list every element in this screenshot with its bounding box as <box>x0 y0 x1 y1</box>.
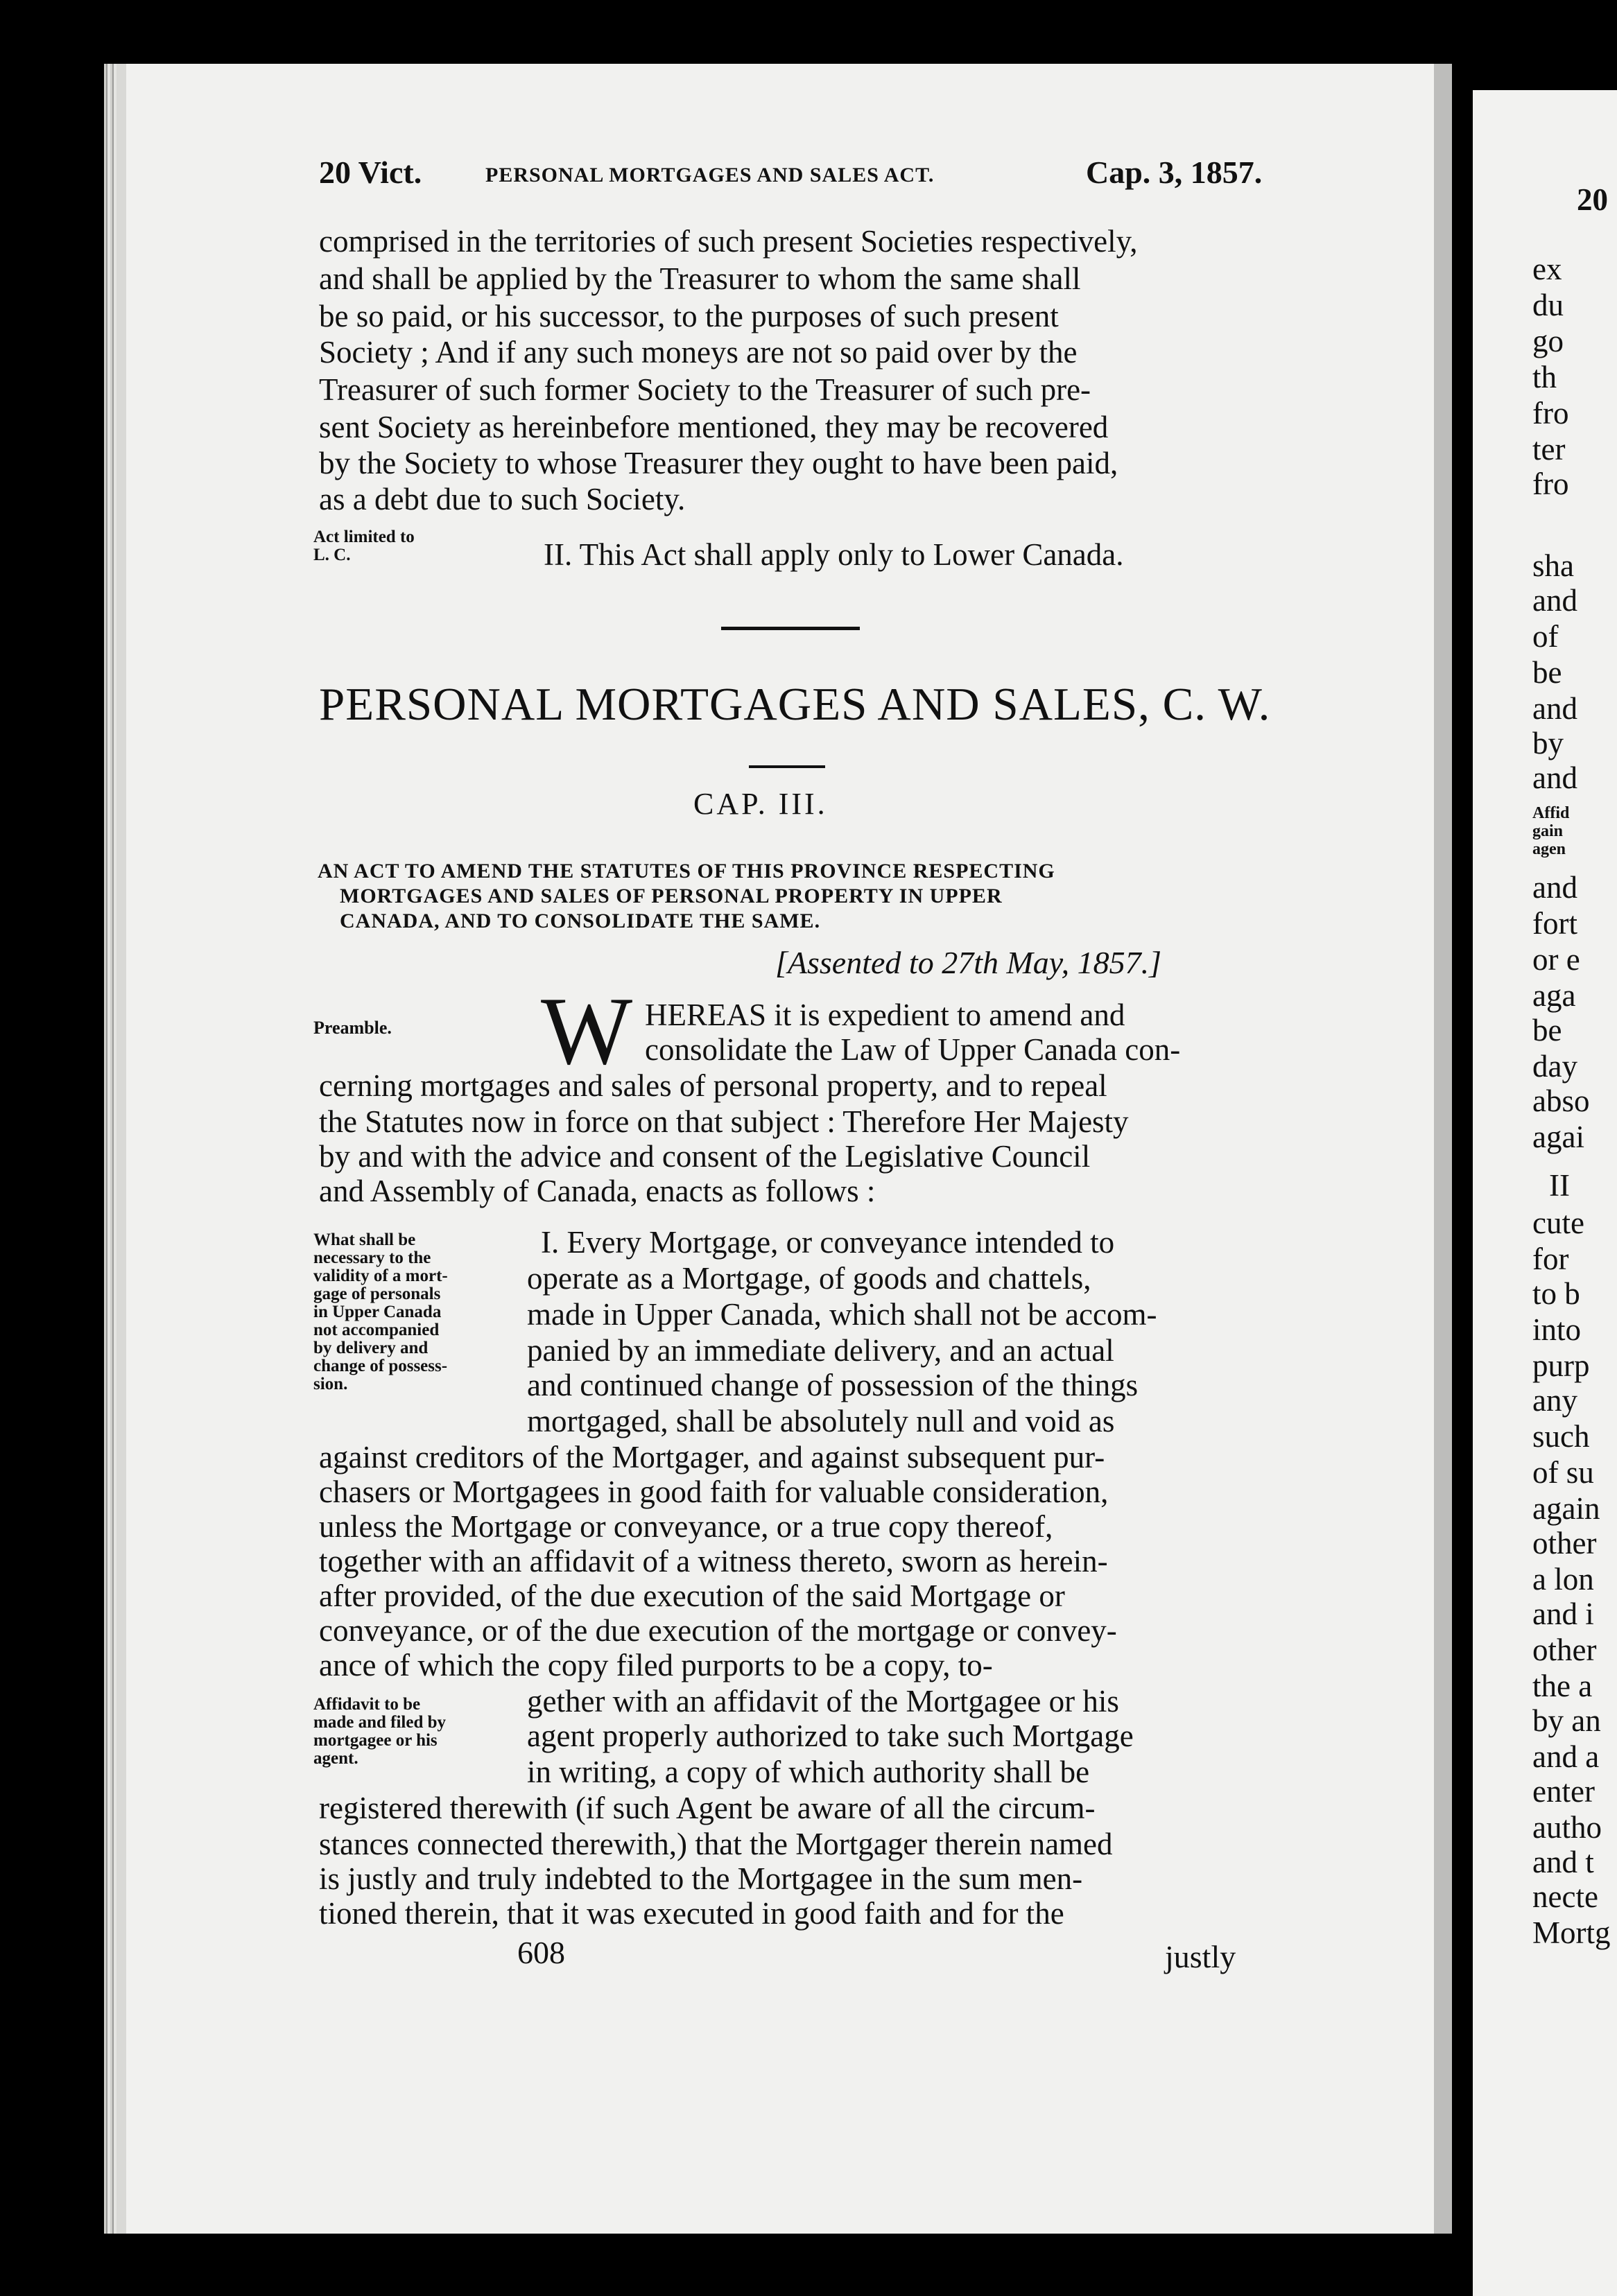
margin-note-validity: change of possess- <box>313 1357 448 1375</box>
next-page-margin-note: gain <box>1532 822 1564 840</box>
next-page-line: to b <box>1532 1276 1580 1311</box>
next-page-line: be <box>1532 1013 1562 1047</box>
page-number: 608 <box>517 1935 565 1970</box>
prev-act-line: be so paid, or his successor, to the purposes of such present <box>319 299 1059 333</box>
margin-note-validity: necessary to the <box>313 1249 431 1267</box>
section-i-line: is justly and truly indebted to the Mortgagee in the sum men- <box>319 1861 1083 1896</box>
title-rule <box>749 765 825 768</box>
section-i-line: stances connected therewith,) that the Mortgager therein named <box>319 1827 1113 1861</box>
preamble-line: by and with the advice and consent of the Legislative Council <box>319 1139 1091 1174</box>
section-i-line: after provided, of the due execution of the said Mortgage or <box>319 1578 1065 1613</box>
section-i-line: gether with an affidavit of the Mortgagee or his <box>527 1684 1119 1719</box>
prev-act-line: sent Society as hereinbefore mentioned, they may be recovered <box>319 410 1109 444</box>
next-page-line: purp <box>1532 1348 1590 1383</box>
next-page-line: into <box>1532 1312 1582 1347</box>
margin-note-validity: validity of a mort- <box>313 1267 448 1285</box>
section-i-line: conveyance, or of the due execution of the mortgage or convey- <box>319 1613 1117 1648</box>
act-long-title: MORTGAGES AND SALES OF PERSONAL PROPERTY IN UPPER <box>340 885 1003 907</box>
margin-note-validity: sion. <box>313 1375 348 1393</box>
margin-note-affidavit: made and filed by <box>313 1713 447 1732</box>
prev-act-line: and shall be applied by the Treasurer to whom the same shall <box>319 261 1081 296</box>
section-i-line: operate as a Mortgage, of goods and chattels, <box>527 1261 1091 1296</box>
next-page-line: and <box>1532 691 1577 726</box>
next-page-fragment <box>1473 90 1617 2296</box>
margin-note-validity: by delivery and <box>313 1339 429 1357</box>
section-i-line: made in Upper Canada, which shall not be accom- <box>527 1297 1157 1332</box>
margin-note-validity: gage of personals <box>313 1285 441 1303</box>
next-page-line: ex <box>1532 252 1562 286</box>
preamble-line: and Assembly of Canada, enacts as follows : <box>319 1174 876 1208</box>
header-chapter: Cap. 3, 1857. <box>1086 155 1263 190</box>
next-page-line: abso <box>1532 1084 1590 1118</box>
section-i-line: panied by an immediate delivery, and an actual <box>527 1333 1114 1368</box>
margin-note-affidavit: Affidavit to be <box>313 1695 421 1714</box>
next-page-line: II <box>1549 1168 1570 1203</box>
next-page-line: other <box>1532 1633 1597 1667</box>
next-page-line: aga <box>1532 978 1576 1013</box>
next-page-line: fort <box>1532 906 1577 941</box>
section-i-line: tioned therein, that it was executed in good faith and for the <box>319 1896 1064 1931</box>
next-page-line: autho <box>1532 1810 1602 1845</box>
next-page-line: such <box>1532 1419 1590 1454</box>
next-page-line: day <box>1532 1049 1577 1084</box>
section-i-line: together with an affidavit of a witness thereto, sworn as herein- <box>319 1544 1108 1578</box>
margin-note-act-limited: L. C. <box>313 546 351 564</box>
section-i-line: I. Every Mortgage, or conveyance intended to <box>541 1225 1115 1260</box>
next-page-line: be <box>1532 655 1562 690</box>
next-page-line: by <box>1532 726 1564 760</box>
next-page-line: and <box>1532 760 1577 795</box>
next-page-line: necte <box>1532 1879 1598 1914</box>
next-page-line: of <box>1532 619 1559 654</box>
next-page-line: th <box>1532 360 1557 394</box>
next-page-header: 20 <box>1577 182 1608 217</box>
next-page-line: agai <box>1532 1120 1584 1154</box>
catchword: justly <box>1165 1939 1236 1974</box>
prev-act-line: Treasurer of such former Society to the Treasurer of such pre- <box>319 372 1091 407</box>
section-i-line: against creditors of the Mortgager, and against subsequent pur- <box>319 1440 1105 1475</box>
next-page-line: and <box>1532 870 1577 905</box>
next-page-line: for <box>1532 1242 1569 1276</box>
next-page-line: and i <box>1532 1597 1594 1631</box>
margin-note-validity: What shall be <box>313 1230 416 1249</box>
section-i-line: unless the Mortgage or conveyance, or a true copy thereof, <box>319 1509 1053 1544</box>
next-page-line: Mortg <box>1532 1915 1611 1950</box>
prev-act-line: by the Society to whose Treasurer they ought to have been paid, <box>319 446 1118 480</box>
drop-cap: W <box>541 977 633 1085</box>
act-long-title: AN ACT TO AMEND THE STATUTES OF THIS PROVINCE RESPECTING <box>318 860 1055 882</box>
next-page-line: fro <box>1532 396 1569 430</box>
next-page-line: or e <box>1532 942 1580 977</box>
margin-note-validity: in Upper Canada <box>313 1303 442 1321</box>
next-page-line: and <box>1532 583 1577 618</box>
section-i-line: in writing, a copy of which authority shall be <box>527 1755 1090 1789</box>
section-i-line: registered therewith (if such Agent be aware of all the circum- <box>319 1791 1096 1825</box>
margin-note-affidavit: agent. <box>313 1749 358 1768</box>
book-spine <box>1452 0 1473 2296</box>
prev-act-line: Society ; And if any such moneys are not so paid over by the <box>319 335 1078 369</box>
next-page-line: go <box>1532 324 1564 358</box>
act-heading: PERSONAL MORTGAGES AND SALES, C. W. <box>319 679 1271 730</box>
margin-note-act-limited: Act limited to <box>313 528 415 546</box>
section-i-line: mortgaged, shall be absolutely null and void as <box>527 1404 1115 1438</box>
next-page-line: by an <box>1532 1703 1601 1738</box>
next-page-line: ter <box>1532 432 1566 467</box>
next-page-line: again <box>1532 1491 1600 1526</box>
next-page-line: cute <box>1532 1206 1584 1240</box>
prev-act-line: as a debt due to such Society. <box>319 482 686 516</box>
act-long-title: CANADA, AND TO CONSOLIDATE THE SAME. <box>340 910 821 932</box>
preamble-line: cerning mortgages and sales of personal property, and to repeal <box>319 1068 1107 1103</box>
next-page-line: the a <box>1532 1669 1593 1703</box>
margin-note-validity: not accompanied <box>313 1321 440 1339</box>
next-page-line: enter <box>1532 1774 1595 1809</box>
next-page-margin-note: Affid <box>1532 804 1570 822</box>
preamble-line: HEREAS it is expedient to amend and <box>645 998 1125 1032</box>
section-i-line: and continued change of possession of the things <box>527 1368 1139 1402</box>
chapter-number: CAP. III. <box>693 787 828 821</box>
margin-note-affidavit: mortgagee or his <box>313 1731 438 1750</box>
section-i-line: ance of which the copy filed purports to be a copy, to- <box>319 1648 993 1682</box>
assent-date: [Assented to 27th May, 1857.] <box>775 945 1162 980</box>
preamble-line: consolidate the Law of Upper Canada con- <box>645 1032 1181 1067</box>
section-i-line: chasers or Mortgagees in good faith for valuable consideration, <box>319 1475 1109 1509</box>
page-gutter <box>1434 64 1452 2234</box>
next-page-line: fro <box>1532 467 1569 501</box>
next-page-line: du <box>1532 288 1564 322</box>
separator-rule <box>721 627 860 630</box>
next-page-line: sha <box>1532 548 1574 583</box>
next-page-line: and t <box>1532 1845 1594 1879</box>
section-i-line: agent properly authorized to take such Mortgage <box>527 1719 1134 1753</box>
next-page-line: other <box>1532 1526 1597 1560</box>
section-ii: II. This Act shall apply only to Lower Canada. <box>544 537 1124 572</box>
next-page-line: any <box>1532 1383 1577 1418</box>
margin-note-preamble: Preamble. <box>313 1018 392 1038</box>
next-page-line: a lon <box>1532 1562 1594 1597</box>
preamble-line: the Statutes now in force on that subject : Therefore Her Majesty <box>319 1104 1129 1139</box>
prev-act-line: comprised in the territories of such present Societies respectively, <box>319 224 1138 259</box>
next-page-margin-note: agen <box>1532 840 1566 858</box>
header-regnal-year: 20 Vict. <box>319 155 422 190</box>
header-running-title: PERSONAL MORTGAGES AND SALES ACT. <box>485 164 935 186</box>
next-page-line: of su <box>1532 1455 1594 1490</box>
next-page-line: and a <box>1532 1739 1600 1774</box>
